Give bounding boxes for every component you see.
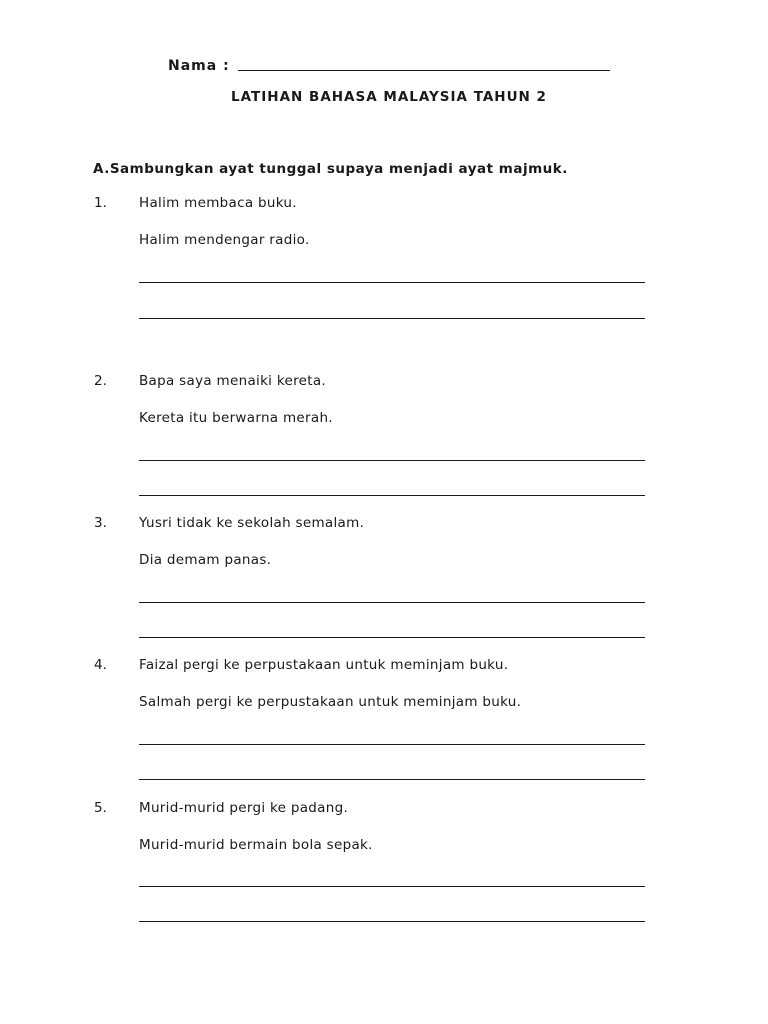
question-sentence-1: Halim membaca buku. <box>139 195 297 211</box>
question-number: 5. <box>94 800 107 816</box>
question-sentence-2: Halim mendengar radio. <box>139 232 310 248</box>
answer-line-1[interactable] <box>139 886 645 887</box>
answer-line-2[interactable] <box>139 921 645 922</box>
answer-line-2[interactable] <box>139 495 645 496</box>
question-sentence-2: Murid-murid bermain bola sepak. <box>139 837 373 853</box>
question-sentence-1: Murid-murid pergi ke padang. <box>139 800 349 816</box>
name-blank-line[interactable] <box>238 70 610 71</box>
answer-line-2[interactable] <box>139 779 645 780</box>
question-sentence-2: Salmah pergi ke perpustakaan untuk meminjam buku. <box>139 694 522 710</box>
name-label: Nama : <box>168 58 230 74</box>
question-sentence-1: Faizal pergi ke perpustakaan untuk meminjam buku. <box>139 657 509 673</box>
question-sentence-2: Dia demam panas. <box>139 552 272 568</box>
answer-line-1[interactable] <box>139 602 645 603</box>
question-sentence-1: Yusri tidak ke sekolah semalam. <box>139 515 365 531</box>
question-number: 2. <box>94 373 107 389</box>
answer-line-1[interactable] <box>139 744 645 745</box>
name-row <box>168 52 610 74</box>
question-number: 1. <box>94 195 107 211</box>
answer-line-1[interactable] <box>139 282 645 283</box>
answer-line-1[interactable] <box>139 460 645 461</box>
answer-line-2[interactable] <box>139 318 645 319</box>
worksheet-title: LATIHAN BAHASA MALAYSIA TAHUN 2 <box>231 89 547 105</box>
answer-line-2[interactable] <box>139 637 645 638</box>
question-sentence-1: Bapa saya menaiki kereta. <box>139 373 326 389</box>
question-number: 3. <box>94 515 107 531</box>
section-a-heading: A.Sambungkan ayat tunggal supaya menjadi ayat majmuk. <box>93 161 568 177</box>
question-number: 4. <box>94 657 107 673</box>
question-sentence-2: Kereta itu berwarna merah. <box>139 410 333 426</box>
